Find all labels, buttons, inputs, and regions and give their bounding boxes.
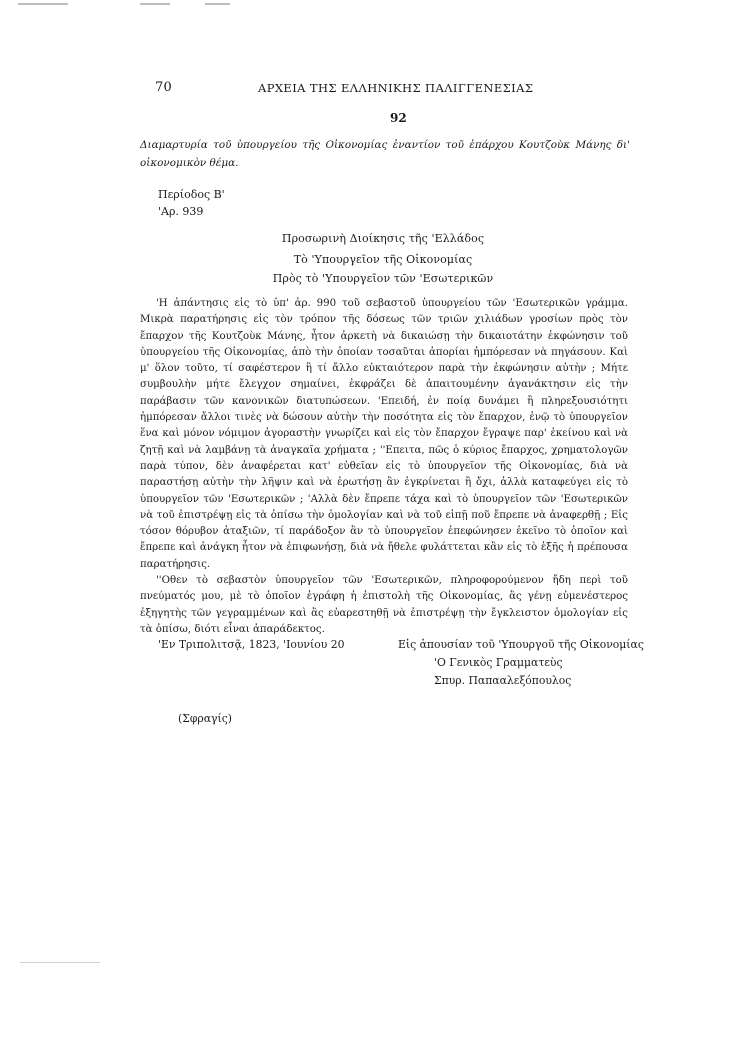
letter-body [140, 296, 628, 638]
reference-number: 'Αρ. 939 [158, 205, 204, 218]
signature-title: 'Ο Γενικὸς Γραμματεὺς [434, 656, 563, 669]
issuer-heading: Προσωρινὴ Διοίκησις τῆς 'Ελλάδος [281, 232, 485, 245]
scan-artifact-top-1 [18, 3, 68, 5]
document-number: 92 [390, 111, 407, 125]
document-summary: Διαμαρτυρία τοῦ ὑπουργείου τῆς Οἰκονομίας ἐναντίον τοῦ ἐπάρχου Κουτζοὺκ Μάνης δι' οἰκονομικὸν θέμα. [140, 139, 630, 169]
period-label: Περίοδος Β' [158, 188, 225, 201]
body-paragraph-1: 'Η ἀπάντησις εἰς τὸ ὑπ' ἀρ. 990 τοῦ σεβαστοῦ ὑπουργείου τῶν 'Εσωτερικῶν γράμμα. Μικρὰ παρατήρησις εἰς τὸν τρόπον τῆς δόσεως τῶν τριῶν χιλιάδων γροσίων πρὸς τὸν ἔπαρχον τῆς Κουτζοὺκ Μάνης, ἦτον ἀρκετὴ νὰ δικαιώσῃ τὴν δικαιοτάτην ἐκφώνησιν τοῦ ὑπουργείου τῆς Οἰκονομίας, ἀπὸ τὴν ὁποίαν τοσαῦται ἀπορίαι ἠμπόρεσαν νὰ πηγάσουν. Καὶ μ' ὅλον τοῦτο, τί σαφέστερον ἢ τί ἄλλο εὐκταιότερον παρὰ τὴν ἐκφώνησιν αὐτὴν ; Μήτε συμβουλὴν μήτε ἔλεγχον σημαίνει, ἐκφράζει δὲ ἀπαιτουμένην ἀγανάκτησιν εἰς τὴν παράβασιν τῶν κανονικῶν διατυπώσεων. 'Επειδή, ἐν ποίᾳ δυνάμει ἢ πληρεξουσιότητι ἠμπόρεσαν ἄλλοι τινὲς νὰ δώσουν αὐτὴν τὴν ποσότητα εἰς τὸν ἔπαρχον, ἐνῷ τὸ ὑπουργεῖον ἕνα καὶ μόνον νόμιμον ἀγοραστὴν γνωρίζει καὶ εἰς τὸν ἔπαρχον ἔγραψε παρ' ἐκείνου καὶ νὰ ζητῇ καὶ νὰ λαμβάνῃ τὰ ἀναγκαῖα χρήματα ; ''Επειτα, πῶς ὁ κύριος ἔπαρχος, χρηματολογῶν παρὰ τύπον, δὲν ἀναφέρεται κατ' εὐθεῖαν εἰς τὸ ὑπουργεῖον τῆς Οἰκονομίας, διὰ νὰ παραστήσῃ αὐτὴν τὴν λῆψιν καὶ νὰ ἐρωτήσῃ ἂν ἐγκρίνεται ἢ ὄχι, ἀλλὰ καταφεύγει εἰς τὸ ὑπουργεῖον τῶν 'Εσωτερικῶν ; 'Αλλὰ δὲν ἔπρεπε τάχα καὶ τὸ ὑπουργεῖον τῶν 'Εσωτερικῶν νὰ τοῦ ἐπιστρέψῃ εἰς τὰ ὀπίσω τὴν ὁμολογίαν καὶ νὰ τοῦ εἰπῇ ποῦ ἔπρεπε νὰ ἀναφερθῇ ; Εἰς τόσον θόρυβον ἀταξιῶν, τί παράδοξον ἂν τὸ ὑπουργεῖον ἐπεφώνησεν ἐκεῖνο τὸ ὁποῖον καὶ ἔπρεπε καὶ ἀνάγκη ἦτον νὰ ἐπιφωνήσῃ, διὰ νὰ ἤθελε φυλάττεται κἂν εἰς τὸ ἑξῆς ἡ πρέπουσα παρατήρησις. [140, 298, 628, 570]
signature-line-1: Εἰς ἀπουσίαν τοῦ 'Υπουργοῦ τῆς Οἰκονομίας [398, 638, 644, 651]
body-paragraph-2: ''Οθεν τὸ σεβαστὸν ὑπουργεῖον τῶν 'Εσωτερικῶν, πληροφορούμενον ἤδη περὶ τοῦ πνεύματός μου, μὲ τὸ ὁποῖον ἐγράφη ἡ ἐπιστολὴ τῆς Οἰκονομίας, ἂς γένῃ εὐμενέστερος ἐξηγητὴς τῶν γεγραμμένων καὶ ἂς εὐαρεστηθῇ νὰ ἐπιστρέψῃ τὴν ἔγκλειστον ὁμολογίαν εἰς τὰ ὀπίσω, διότι εἶναι ἀπαράδεκτος. [140, 575, 628, 635]
signatory-name: Σπυρ. Παπααλεξόπουλος [434, 674, 572, 687]
running-head: ΑΡΧΕΙΑ ΤΗΣ ΕΛΛΗΝΙΚΗΣ ΠΑΛΙΓΓΕΝΕΣΙΑΣ [258, 81, 534, 95]
page-number: 70 [155, 80, 172, 95]
seal-note: (Σφραγίς) [178, 712, 232, 725]
recipient-heading: Πρὸς τὸ 'Υπουργεῖον τῶν 'Εσωτερικῶν [272, 272, 494, 285]
scan-artifact-bottom [20, 962, 100, 963]
scan-artifact-top-2 [140, 3, 170, 5]
place-and-date: 'Εν Τριπολιτσᾷ, 1823, 'Ιουνίου 20 [158, 638, 345, 651]
sender-heading: Τὸ 'Υπουργεῖον τῆς Οἰκονομίας [293, 253, 473, 266]
scan-artifact-top-3 [205, 3, 230, 5]
